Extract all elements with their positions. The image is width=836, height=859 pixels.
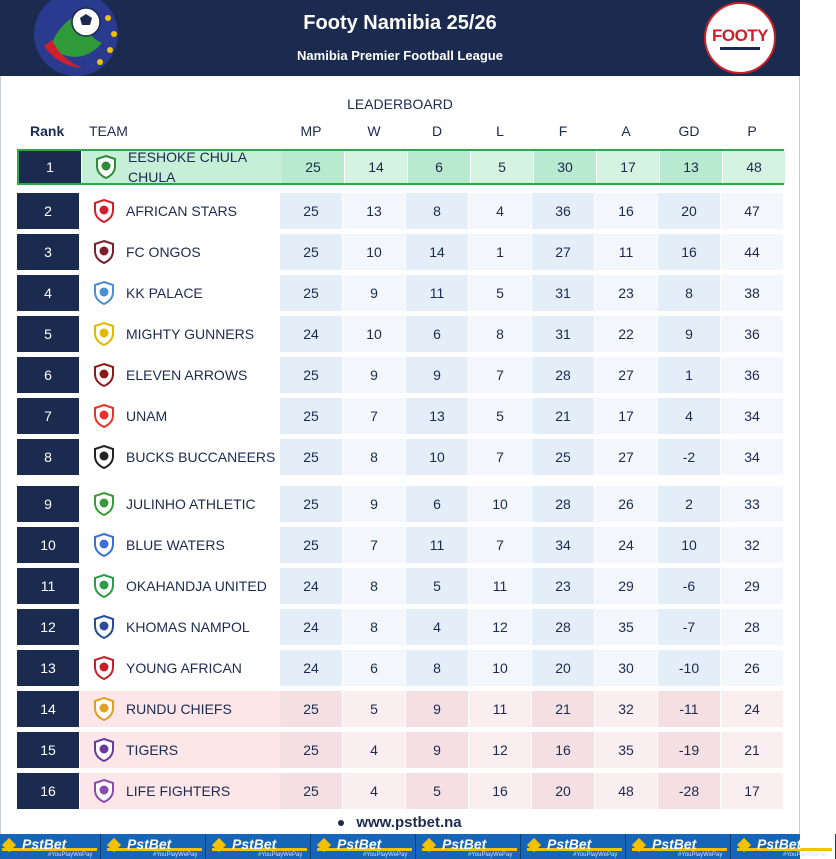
stat-f: 25: [532, 439, 594, 475]
rank-cell: 12: [17, 609, 79, 645]
stat-a: 35: [595, 732, 657, 768]
team-name: ELEVEN ARROWS: [126, 367, 248, 383]
team-crest: [92, 492, 116, 516]
stat-p: 33: [721, 486, 783, 522]
stat-f: 27: [532, 234, 594, 270]
team-cell[interactable]: [80, 398, 280, 434]
team-name: UNAM: [126, 408, 168, 424]
stat-w: 4: [343, 773, 405, 809]
team-name: BUCKS BUCCANEERS: [126, 449, 276, 465]
team-name: BLUE WATERS: [126, 537, 225, 553]
team-crest: [92, 697, 116, 721]
table-row: [17, 732, 784, 768]
website-link[interactable]: [0, 814, 800, 831]
stat-w: 9: [343, 357, 405, 393]
team-cell[interactable]: [80, 357, 280, 393]
sponsor-name: PstBet: [127, 836, 172, 852]
stat-p: 36: [721, 316, 783, 352]
stat-l: 5: [471, 151, 533, 183]
stat-f: 20: [532, 650, 594, 686]
chief-badge-icon: [92, 697, 116, 721]
stat-a: 24: [595, 527, 657, 563]
table-row: [17, 275, 784, 311]
stat-l: 10: [469, 650, 531, 686]
stat-w: 9: [343, 486, 405, 522]
team-name: TIGERS: [126, 742, 179, 758]
stat-p: 48: [723, 151, 785, 183]
rank-cell: 9: [17, 486, 79, 522]
stat-mp: 25: [280, 234, 342, 270]
stat-a: 16: [595, 193, 657, 229]
team-crest: [92, 574, 116, 598]
table-row: [17, 609, 784, 645]
stat-p: 44: [721, 234, 783, 270]
stat-d: 11: [406, 275, 468, 311]
stat-a: 27: [595, 357, 657, 393]
stat-gd: -11: [658, 691, 720, 727]
team-name: EESHOKE CHULA CHULA: [128, 149, 247, 185]
table-row: [17, 527, 784, 563]
stat-w: 13: [343, 193, 405, 229]
winged-badge-icon: [92, 779, 116, 803]
sponsor-banner[interactable]: [0, 834, 828, 859]
team-name: RUNDU CHIEFS: [126, 701, 232, 717]
stat-l: 10: [469, 486, 531, 522]
sponsor-logo: [628, 834, 731, 859]
skull-shield-icon: [92, 445, 116, 469]
team-cell[interactable]: [80, 193, 280, 229]
team-crest: [92, 615, 116, 639]
stat-mp: 24: [280, 568, 342, 604]
sponsor-name: PstBet: [442, 836, 487, 852]
team-cell[interactable]: [82, 151, 282, 183]
rank-cell: 2: [17, 193, 79, 229]
circle-crest-icon: [92, 574, 116, 598]
star-badge-icon: [92, 199, 116, 223]
table-row: [17, 234, 784, 270]
stat-gd: -7: [658, 609, 720, 645]
stat-a: 17: [595, 398, 657, 434]
stat-l: 16: [469, 773, 531, 809]
team-cell[interactable]: [80, 732, 280, 768]
stat-mp: 24: [280, 316, 342, 352]
rank-cell: 15: [17, 732, 79, 768]
rank-cell: 11: [17, 568, 79, 604]
column-header-f: F: [558, 123, 568, 139]
stat-f: 36: [532, 193, 594, 229]
stat-f: 28: [532, 609, 594, 645]
team-name: KHOMAS NAMPOL: [126, 619, 250, 635]
shield-icon: [94, 155, 118, 179]
table-row: [17, 773, 784, 809]
rank-cell: 6: [17, 357, 79, 393]
stat-mp: 25: [280, 398, 342, 434]
team-name: OKAHANDJA UNITED: [126, 578, 267, 594]
stat-l: 11: [469, 568, 531, 604]
stat-l: 5: [469, 275, 531, 311]
stat-d: 9: [406, 357, 468, 393]
stat-w: 4: [343, 732, 405, 768]
team-cell[interactable]: [80, 316, 280, 352]
stat-p: 36: [721, 357, 783, 393]
stat-w: 14: [345, 151, 407, 183]
stat-f: 20: [532, 773, 594, 809]
table-row: [17, 439, 784, 475]
sponsor-name: PstBet: [22, 836, 67, 852]
stat-d: 6: [408, 151, 470, 183]
stat-f: 28: [532, 486, 594, 522]
table-row: [17, 486, 784, 522]
stat-w: 10: [343, 234, 405, 270]
stat-p: 24: [721, 691, 783, 727]
stat-w: 9: [343, 275, 405, 311]
stat-a: 17: [597, 151, 659, 183]
eagle-shield-icon: [92, 240, 116, 264]
stat-gd: 4: [658, 398, 720, 434]
stat-mp: 25: [280, 439, 342, 475]
sponsor-logo: [523, 834, 626, 859]
rank-cell: 16: [17, 773, 79, 809]
stat-l: 7: [469, 357, 531, 393]
table-row: [17, 691, 784, 727]
stat-f: 21: [532, 691, 594, 727]
stat-p: 28: [721, 609, 783, 645]
stat-f: 21: [532, 398, 594, 434]
sponsor-logo: [208, 834, 311, 859]
team-name: YOUNG AFRICAN: [126, 660, 242, 676]
column-header-a: A: [621, 123, 631, 139]
stat-mp: 25: [280, 275, 342, 311]
stat-a: 48: [595, 773, 657, 809]
table-row: [17, 650, 784, 686]
stat-d: 9: [406, 691, 468, 727]
stat-a: 23: [595, 275, 657, 311]
stat-a: 22: [595, 316, 657, 352]
stat-gd: -2: [658, 439, 720, 475]
rank-cell: 7: [17, 398, 79, 434]
stat-p: 32: [721, 527, 783, 563]
stat-d: 13: [406, 398, 468, 434]
unam-logo-icon: [92, 404, 116, 428]
sponsor-logo: [733, 834, 836, 859]
team-cell[interactable]: [80, 275, 280, 311]
column-header-d: D: [431, 123, 443, 139]
team-crest: [92, 738, 116, 762]
stat-mp: 25: [280, 193, 342, 229]
table-row: [17, 398, 784, 434]
sponsor-logo: [0, 834, 101, 859]
website-text: www.pstbet.na: [356, 814, 462, 831]
sponsor-logo: [313, 834, 416, 859]
column-header-w: W: [367, 123, 381, 139]
stat-mp: 25: [282, 151, 344, 183]
team-crest: [92, 281, 116, 305]
team-cell[interactable]: [80, 234, 280, 270]
team-name: MIGHTY GUNNERS: [126, 326, 255, 342]
stat-p: 29: [721, 568, 783, 604]
stat-mp: 25: [280, 527, 342, 563]
section-title: LEADERBOARD: [347, 96, 453, 112]
team-name: KK PALACE: [126, 285, 203, 301]
tiger-badge-icon: [92, 738, 116, 762]
stat-mp: 24: [280, 609, 342, 645]
table-row: [17, 193, 784, 229]
team-cell[interactable]: [80, 773, 280, 809]
sponsor-tagline: #YouPlayWePay: [468, 852, 513, 858]
stat-f: 28: [532, 357, 594, 393]
column-header-team: TEAM: [89, 123, 128, 139]
sponsor-tagline: #YouPlayWePay: [48, 852, 93, 858]
stat-w: 6: [343, 650, 405, 686]
stat-f: 30: [534, 151, 596, 183]
stat-mp: 25: [280, 357, 342, 393]
team-crest: [92, 199, 116, 223]
stat-gd: 16: [658, 234, 720, 270]
stat-l: 12: [469, 609, 531, 645]
stat-l: 7: [469, 527, 531, 563]
stat-w: 8: [343, 439, 405, 475]
column-header-mp: MP: [300, 123, 322, 139]
stat-p: 26: [721, 650, 783, 686]
team-crest: [92, 656, 116, 680]
stat-p: 38: [721, 275, 783, 311]
team-crest: [92, 779, 116, 803]
team-name: FC ONGOS: [126, 244, 201, 260]
column-header-l: L: [496, 123, 504, 139]
stat-gd: -28: [658, 773, 720, 809]
green-shield-icon: [92, 656, 116, 680]
rank-cell: 3: [17, 234, 79, 270]
stat-l: 4: [469, 193, 531, 229]
police-badge-icon: [92, 615, 116, 639]
stat-p: 21: [721, 732, 783, 768]
round-badge-icon: [92, 492, 116, 516]
sponsor-tagline: #YouPlayWePay: [678, 852, 723, 858]
stat-gd: 13: [660, 151, 722, 183]
page-subtitle: Namibia Premier Football League: [297, 48, 503, 63]
stat-a: 27: [595, 439, 657, 475]
team-cell[interactable]: [80, 486, 280, 522]
stat-gd: 1: [658, 357, 720, 393]
rank-cell: 13: [17, 650, 79, 686]
sponsor-name: PstBet: [337, 836, 382, 852]
team-crest: [92, 533, 116, 557]
column-header-p: P: [747, 123, 757, 139]
stat-mp: 25: [280, 486, 342, 522]
stat-mp: 24: [280, 650, 342, 686]
stat-f: 16: [532, 732, 594, 768]
team-crest: [92, 240, 116, 264]
footy-logo-icon: [704, 2, 776, 74]
stat-mp: 25: [280, 691, 342, 727]
sponsor-name: PstBet: [757, 836, 802, 852]
team-crest: [92, 404, 116, 428]
stat-l: 1: [469, 234, 531, 270]
stat-w: 7: [343, 398, 405, 434]
stat-d: 8: [406, 193, 468, 229]
stat-l: 8: [469, 316, 531, 352]
team-crest: [92, 363, 116, 387]
stat-a: 32: [595, 691, 657, 727]
palace-badge-icon: [92, 281, 116, 305]
stat-d: 10: [406, 439, 468, 475]
stat-a: 30: [595, 650, 657, 686]
team-crest: [94, 155, 118, 179]
stat-w: 7: [343, 527, 405, 563]
stat-w: 10: [343, 316, 405, 352]
stat-d: 4: [406, 609, 468, 645]
wave-badge-icon: [92, 533, 116, 557]
page-title: Footy Namibia 25/26: [303, 12, 497, 34]
stat-w: 5: [343, 691, 405, 727]
stat-p: 34: [721, 439, 783, 475]
stat-d: 5: [406, 568, 468, 604]
rank-cell: 10: [17, 527, 79, 563]
footy-logo-text: FOOTY: [711, 26, 769, 45]
team-crest: [92, 445, 116, 469]
stat-mp: 25: [280, 773, 342, 809]
team-cell[interactable]: [80, 527, 280, 563]
stat-p: 17: [721, 773, 783, 809]
sponsor-tagline: #YouPlayWePay: [573, 852, 618, 858]
team-name: AFRICAN STARS: [126, 203, 237, 219]
stat-gd: 2: [658, 486, 720, 522]
stat-gd: -10: [658, 650, 720, 686]
sponsor-name: PstBet: [652, 836, 697, 852]
table-row: [17, 316, 784, 352]
table-row: [17, 568, 784, 604]
table-row: [17, 149, 784, 185]
stat-f: 31: [532, 316, 594, 352]
team-cell[interactable]: [80, 691, 280, 727]
column-header-rank: Rank: [30, 123, 65, 139]
stat-p: 47: [721, 193, 783, 229]
table-row: [17, 357, 784, 393]
sponsor-logo: [103, 834, 206, 859]
stat-gd: 10: [658, 527, 720, 563]
sponsor-logo: [418, 834, 521, 859]
header-banner: [0, 0, 800, 76]
stat-d: 6: [406, 316, 468, 352]
team-cell[interactable]: [80, 439, 280, 475]
stat-d: 8: [406, 650, 468, 686]
sponsor-tagline: #YouPlayWePay: [783, 852, 828, 858]
stat-l: 7: [469, 439, 531, 475]
rank-cell: 4: [17, 275, 79, 311]
stat-mp: 25: [280, 732, 342, 768]
stat-d: 9: [406, 732, 468, 768]
stat-w: 8: [343, 568, 405, 604]
team-cell[interactable]: [80, 650, 280, 686]
rank-cell: 8: [17, 439, 79, 475]
stat-gd: -6: [658, 568, 720, 604]
rank-cell: 14: [17, 691, 79, 727]
stat-f: 23: [532, 568, 594, 604]
team-name: JULINHO ATHLETIC: [126, 496, 256, 512]
stat-a: 35: [595, 609, 657, 645]
stat-a: 29: [595, 568, 657, 604]
stat-gd: 20: [658, 193, 720, 229]
team-crest: [92, 322, 116, 346]
sponsor-tagline: #YouPlayWePay: [363, 852, 408, 858]
stat-a: 11: [595, 234, 657, 270]
stat-w: 8: [343, 609, 405, 645]
stat-a: 26: [595, 486, 657, 522]
team-cell[interactable]: [80, 609, 280, 645]
team-cell[interactable]: [80, 568, 280, 604]
rank-cell: 5: [17, 316, 79, 352]
sponsor-name: PstBet: [232, 836, 277, 852]
stat-l: 5: [469, 398, 531, 434]
stat-f: 31: [532, 275, 594, 311]
sponsor-name: PstBet: [547, 836, 592, 852]
stat-f: 34: [532, 527, 594, 563]
stat-d: 11: [406, 527, 468, 563]
stat-d: 14: [406, 234, 468, 270]
arrows-badge-icon: [92, 363, 116, 387]
stat-gd: 8: [658, 275, 720, 311]
stat-d: 6: [406, 486, 468, 522]
column-header-gd: GD: [678, 123, 700, 139]
stat-p: 34: [721, 398, 783, 434]
stat-gd: -19: [658, 732, 720, 768]
sponsor-tagline: #YouPlayWePay: [153, 852, 198, 858]
team-name: LIFE FIGHTERS: [126, 783, 231, 799]
stat-gd: 9: [658, 316, 720, 352]
cannon-shield-icon: [92, 322, 116, 346]
stat-d: 5: [406, 773, 468, 809]
stat-l: 11: [469, 691, 531, 727]
rank-cell: 1: [19, 151, 81, 183]
stat-l: 12: [469, 732, 531, 768]
sponsor-tagline: #YouPlayWePay: [258, 852, 303, 858]
